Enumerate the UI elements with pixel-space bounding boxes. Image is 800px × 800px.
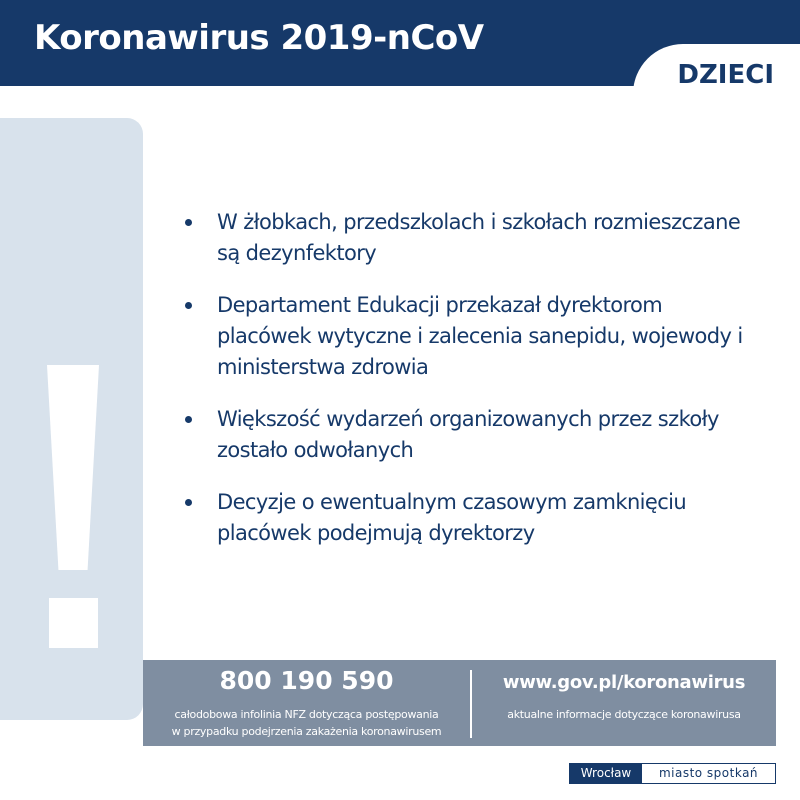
exclamation-icon-bar — [47, 365, 99, 570]
website-description: aktualne informacje dotyczące koronawirusa — [507, 708, 741, 721]
list-item — [183, 290, 753, 383]
list-item — [183, 404, 753, 466]
bullet-icon — [185, 302, 192, 309]
hotline-description — [143, 706, 470, 740]
city-logo — [569, 763, 776, 784]
list-item — [183, 487, 753, 549]
bullet-text: Departament Edukacji przekazał dyrektorom placówek wytyczne i zalecenia sanepidu, wojewody i ministerstwa zdrowia — [217, 293, 743, 379]
bullet-text: Decyzje o ewentualnym czasowym zamknięciu placówek podejmują dyrektorzy — [217, 490, 687, 545]
exclamation-icon-dot — [49, 598, 98, 648]
header-banner — [0, 0, 800, 90]
category-tab — [633, 44, 800, 94]
hotline-desc-line: całodobowa infolinia NFZ dotycząca postępowania — [174, 708, 439, 721]
bullet-text: W żłobkach, przedszkolach i szkołach rozmieszczane są dezynfektory — [217, 210, 741, 265]
website-link[interactable]: www.gov.pl/koronawirus — [502, 672, 746, 693]
hotline-number[interactable]: 800 190 590 — [219, 666, 394, 695]
list-item — [183, 207, 753, 269]
logo-slogan: miasto spotkań — [658, 766, 759, 780]
info-bullet-list — [183, 207, 753, 570]
category-label: DZIECI — [677, 60, 774, 90]
bullet-icon — [185, 416, 192, 423]
page-title: Koronawirus 2019-nCoV — [34, 18, 484, 58]
bullet-icon — [185, 219, 192, 226]
bullet-icon — [185, 499, 192, 506]
warning-side-panel — [0, 118, 143, 720]
logo-city-name: Wrocław — [570, 764, 642, 783]
bullet-text: Większość wydarzeń organizowanych przez szkoły zostało odwołanych — [217, 407, 719, 462]
contact-info-bar — [143, 660, 776, 746]
hotline-desc-line: w przypadku podejrzenia zakażenia koronawirusem — [171, 725, 442, 738]
